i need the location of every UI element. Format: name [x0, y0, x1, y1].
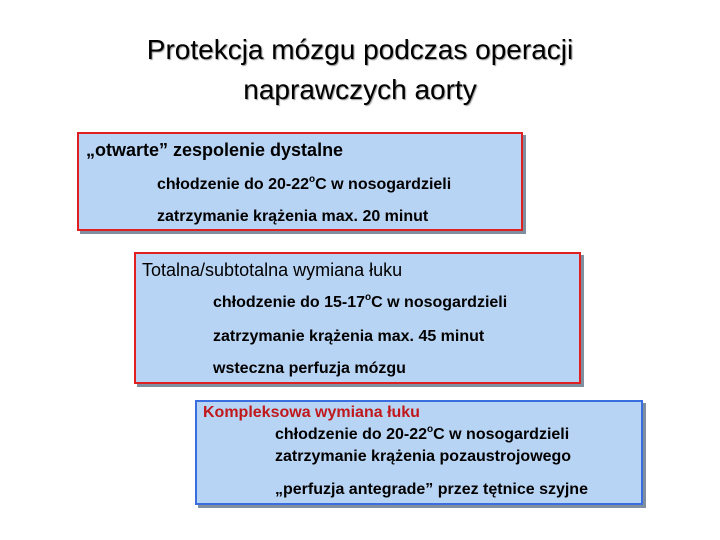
complex-arch-replacement-box [195, 400, 643, 505]
open-anastomosis-box [77, 132, 523, 231]
slide-title [40, 30, 680, 110]
cooling-text: chłodzenie do 20-22 [275, 426, 428, 443]
arch-replacement-box [134, 252, 581, 384]
retrograde-perfusion-line: wsteczna perfuzja mózgu [213, 360, 406, 377]
cooling-line [213, 291, 508, 312]
cooling-text-end: C w nosogardzieli [315, 176, 452, 193]
cooling-text: chłodzenie do 20-22 [157, 176, 310, 193]
degree-mark: o [309, 173, 316, 185]
slide-title-line-1: Protekcja mózgu podczas operacji [146, 34, 574, 65]
circulatory-arrest-line: zatrzymanie krążenia pozaustrojowego [275, 448, 572, 465]
box-heading: Totalna/subtotalna wymiana łuku [142, 260, 403, 280]
degree-mark: o [427, 423, 434, 435]
circulatory-arrest-line: zatrzymanie krążenia max. 20 minut [157, 208, 429, 225]
cooling-text-end: C w nosogardzieli [433, 426, 570, 443]
slide-title-line-2: naprawczych aorty [243, 74, 477, 105]
degree-mark: o [365, 291, 372, 303]
cooling-text: chłodzenie do 15-17 [213, 294, 366, 311]
cooling-line [157, 173, 452, 194]
box-heading: „otwarte” zespolenie dystalne [86, 140, 344, 160]
antegrade-perfusion-line: „perfuzja antegrade” przez tętnice szyjne [275, 481, 588, 498]
box-heading: Kompleksowa wymiana łuku [203, 404, 420, 421]
cooling-text-end: C w nosogardzieli [371, 294, 508, 311]
cooling-line [275, 423, 570, 444]
circulatory-arrest-line: zatrzymanie krążenia max. 45 minut [213, 328, 485, 345]
